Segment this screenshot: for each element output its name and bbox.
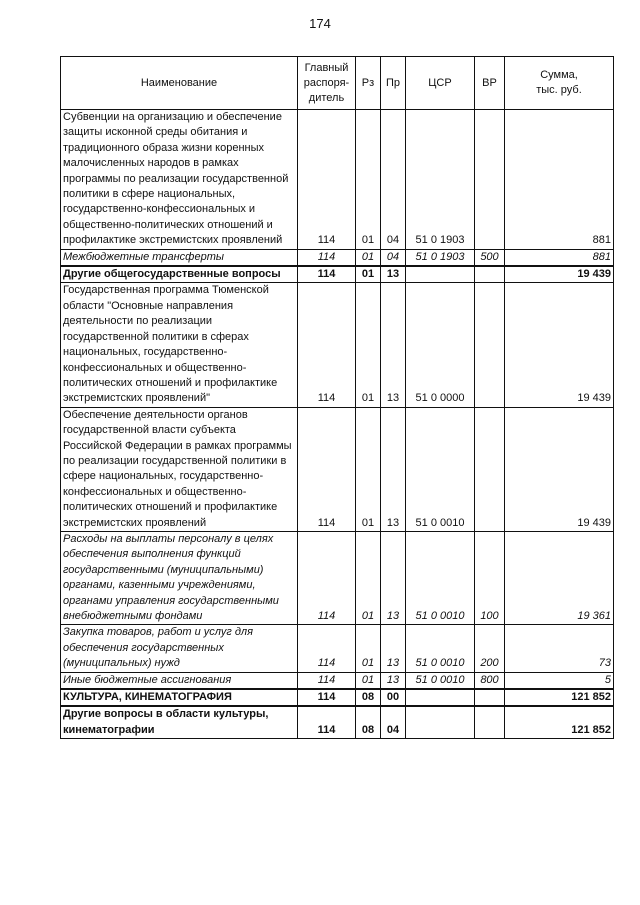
- row-manager: 114: [298, 283, 356, 407]
- table-row: [61, 249, 614, 266]
- row-sum: 881: [505, 110, 614, 250]
- row-manager: 114: [298, 689, 356, 706]
- row-manager: 114: [298, 407, 356, 531]
- table-row: [61, 672, 614, 689]
- row-name: Иные бюджетные ассигнования: [61, 672, 298, 689]
- row-rz: 01: [356, 266, 381, 283]
- row-name: Другие общегосударственные вопросы: [61, 266, 298, 283]
- row-sum: 19 361: [505, 531, 614, 624]
- row-manager: 114: [298, 531, 356, 624]
- row-rz: 08: [356, 689, 381, 706]
- row-sum: 19 439: [505, 407, 614, 531]
- header-manager-line2: распоря-: [303, 76, 350, 89]
- row-vr: [475, 407, 505, 531]
- row-vr: 800: [475, 672, 505, 689]
- row-pr: 04: [381, 110, 406, 250]
- row-vr: [475, 266, 505, 283]
- row-pr: 04: [381, 249, 406, 266]
- row-csr: 51 0 0010: [406, 625, 475, 672]
- row-vr: [475, 110, 505, 250]
- row-sum: 5: [505, 672, 614, 689]
- table-row: [61, 407, 614, 531]
- row-pr: 13: [381, 283, 406, 407]
- row-name: Государственная программа Тюменской области "Основные направления деятельности по реализации государственной политики в сферах национальных, государственно-конфессиональных и общественно-политических отношений и профилактике экстремистских проявлений": [61, 283, 298, 407]
- row-csr: [406, 266, 475, 283]
- header-sum-line1: Сумма,: [540, 69, 578, 81]
- table-header-row: [61, 57, 614, 110]
- row-pr: 13: [381, 672, 406, 689]
- row-pr: 04: [381, 706, 406, 738]
- table-row: [61, 110, 614, 250]
- row-pr: 13: [381, 531, 406, 624]
- row-rz: 01: [356, 625, 381, 672]
- row-csr: 51 0 0000: [406, 283, 475, 407]
- row-name: Другие вопросы в области культуры, кинематографии: [61, 706, 298, 738]
- row-name: КУЛЬТУРА, КИНЕМАТОГРАФИЯ: [61, 689, 298, 706]
- row-csr: 51 0 0010: [406, 407, 475, 531]
- row-sum: 881: [505, 249, 614, 266]
- header-name: Наименование: [61, 57, 298, 110]
- row-rz: 08: [356, 706, 381, 738]
- row-vr: [475, 283, 505, 407]
- row-manager: 114: [298, 249, 356, 266]
- row-manager: 114: [298, 706, 356, 738]
- header-manager-line3: дитель: [308, 91, 345, 104]
- row-name: Обеспечение деятельности органов государственной власти субъекта Российской Федерации в рамках программы по реализации государственной политики в сфере национальных, государственно-конфессиональных и общественно-политических отношений и профилактике экстремистских проявлений: [61, 407, 298, 531]
- row-name: Субвенции на организацию и обеспечение защиты исконной среды обитания и традиционного образа жизни коренных малочисленных народов в рамках программы по реализации государственной политики в сфере национальных, государственно-конфессиональных и общественно-политических отношений и профилактике экстремистских проявлений: [61, 110, 298, 250]
- row-manager: 114: [298, 672, 356, 689]
- row-sum: 19 439: [505, 266, 614, 283]
- row-manager: 114: [298, 625, 356, 672]
- table-row: [61, 689, 614, 706]
- row-pr: 13: [381, 266, 406, 283]
- table-row: [61, 706, 614, 738]
- header-csr: ЦСР: [406, 57, 475, 110]
- header-manager: [298, 57, 356, 110]
- row-pr: 00: [381, 689, 406, 706]
- header-pr: Пр: [381, 57, 406, 110]
- row-vr: 200: [475, 625, 505, 672]
- row-csr: 51 0 1903: [406, 110, 475, 250]
- row-rz: 01: [356, 249, 381, 266]
- row-name: Закупка товаров, работ и услуг для обеспечения государственных (муниципальных) нужд: [61, 625, 298, 672]
- row-manager: 114: [298, 266, 356, 283]
- row-rz: 01: [356, 672, 381, 689]
- table-row: [61, 625, 614, 672]
- row-sum: 121 852: [505, 689, 614, 706]
- row-vr: 500: [475, 249, 505, 266]
- budget-table: [60, 56, 614, 739]
- row-vr: 100: [475, 531, 505, 624]
- row-rz: 01: [356, 283, 381, 407]
- header-vr: ВР: [475, 57, 505, 110]
- header-sum: [505, 57, 614, 110]
- row-sum: 19 439: [505, 283, 614, 407]
- row-csr: 51 0 1903: [406, 249, 475, 266]
- header-manager-line1: Главный: [304, 61, 349, 74]
- row-rz: 01: [356, 531, 381, 624]
- row-vr: [475, 706, 505, 738]
- row-csr: [406, 689, 475, 706]
- table-row: [61, 531, 614, 624]
- row-name: Межбюджетные трансферты: [61, 249, 298, 266]
- row-manager: 114: [298, 110, 356, 250]
- table-row: [61, 283, 614, 407]
- table-row: [61, 266, 614, 283]
- row-csr: 51 0 0010: [406, 672, 475, 689]
- row-name: Расходы на выплаты персоналу в целях обеспечения выполнения функций государственными (муниципальными) органами, казенными учреждениями, органами управления государственными внебюджетными фондами: [61, 531, 298, 624]
- page-number: 174: [309, 16, 331, 31]
- row-csr: [406, 706, 475, 738]
- row-sum: 73: [505, 625, 614, 672]
- row-vr: [475, 689, 505, 706]
- row-pr: 13: [381, 407, 406, 531]
- row-rz: 01: [356, 110, 381, 250]
- row-pr: 13: [381, 625, 406, 672]
- header-rz: Рз: [356, 57, 381, 110]
- row-rz: 01: [356, 407, 381, 531]
- row-csr: 51 0 0010: [406, 531, 475, 624]
- header-sum-line2: тыс. руб.: [536, 84, 582, 96]
- row-sum: 121 852: [505, 706, 614, 738]
